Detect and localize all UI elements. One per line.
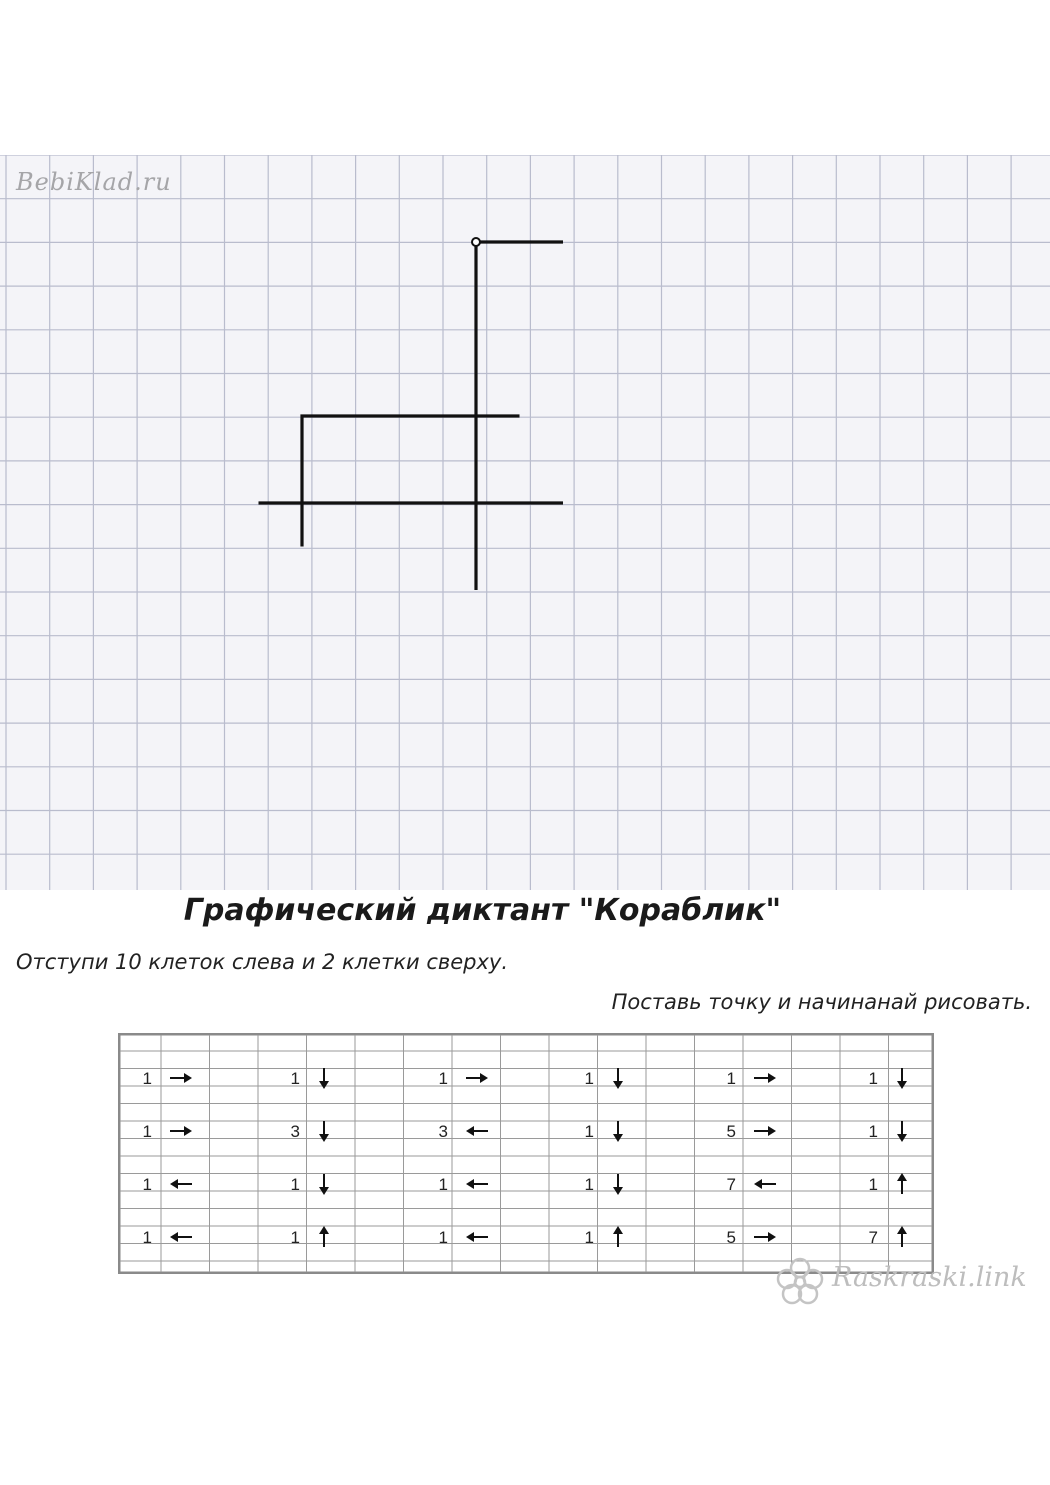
step-count: 1 [584, 1175, 594, 1194]
start-dot [472, 238, 480, 246]
instruction-offset: Отступи 10 клеток слева и 2 клетки сверху. [16, 950, 509, 974]
step-count: 3 [290, 1122, 300, 1141]
step-count: 1 [584, 1122, 594, 1141]
flower-icon [770, 1252, 830, 1312]
step-count: 1 [868, 1122, 878, 1141]
step-count: 1 [726, 1069, 736, 1088]
step-count: 1 [868, 1069, 878, 1088]
watermark-top: BebiKlad.ru [16, 168, 172, 196]
step-count: 1 [438, 1228, 448, 1247]
dictation-table [118, 1033, 934, 1274]
step-count: 3 [438, 1122, 448, 1141]
step-count: 1 [142, 1122, 152, 1141]
step-count: 1 [142, 1175, 152, 1194]
step-count: 1 [290, 1069, 300, 1088]
grid-svg [0, 155, 1050, 890]
step-count: 1 [142, 1228, 152, 1247]
step-count: 5 [726, 1122, 736, 1141]
instruction-start: Поставь точку и начинанай рисовать. [611, 990, 1032, 1014]
step-count: 1 [142, 1069, 152, 1088]
dictation-title: Графический диктант "Кораблик" [183, 893, 782, 928]
step-count: 1 [290, 1228, 300, 1247]
step-count: 7 [726, 1175, 736, 1194]
dictation-table-svg [118, 1033, 934, 1274]
step-count: 1 [584, 1228, 594, 1247]
step-count: 1 [584, 1069, 594, 1088]
watermark-bottom-text: Raskraski.link [832, 1262, 1027, 1293]
table-border [119, 1034, 933, 1273]
step-count: 5 [726, 1228, 736, 1247]
step-count: 1 [438, 1069, 448, 1088]
ship-outline [259, 242, 564, 590]
step-count: 1 [868, 1175, 878, 1194]
step-count: 1 [438, 1175, 448, 1194]
step-count: 7 [868, 1228, 878, 1247]
watermark-bottom [770, 1252, 1040, 1312]
grid-paper [0, 155, 1050, 890]
step-count: 1 [290, 1175, 300, 1194]
